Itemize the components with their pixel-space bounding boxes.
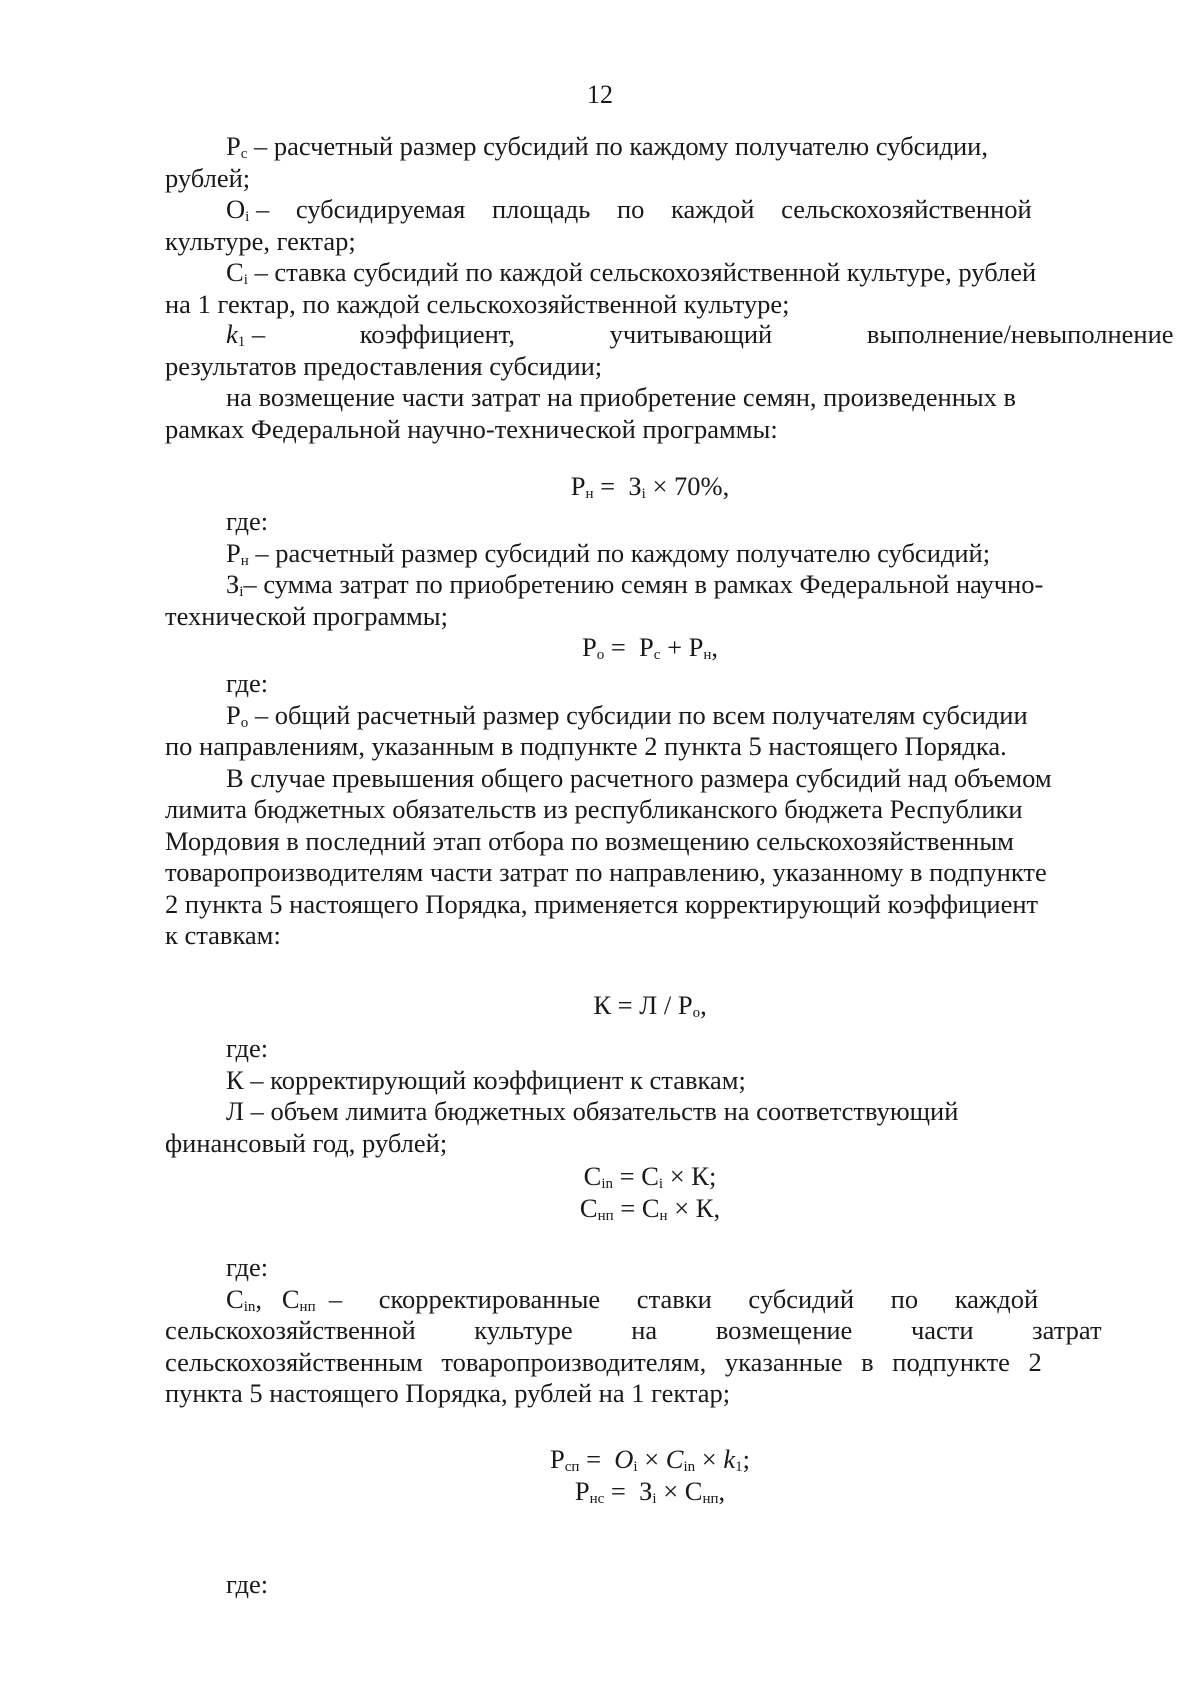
symbol-group: $С_{in}$, $С_{нп}$	[226, 1284, 316, 1315]
symbol-k-upper: К	[593, 990, 611, 1020]
where-label: где:	[226, 1033, 269, 1063]
subscript: i	[641, 486, 646, 502]
symbol-c: С	[665, 1444, 684, 1474]
subscript: нп	[597, 1208, 614, 1224]
symbol-p: Р	[570, 471, 586, 501]
text-line: по направлениям, указанным в подпункте 2 пункта 5 настоящего Порядка.	[165, 731, 1007, 761]
formula-psp: $Р_{сп} = О_i \times С_{in} \times k_1$;	[550, 1444, 750, 1475]
symbol-c: С	[641, 1161, 659, 1191]
text-line: на 1 гектар, по каждой сельскохозяйственной культуре;	[165, 289, 790, 319]
subscript: н	[703, 647, 712, 663]
text-line: товаропроизводителям части затрат по направлению, указанному в подпункте	[165, 857, 1047, 887]
text-line: результатов предоставления субсидии;	[165, 351, 603, 381]
symbol-p: Р	[688, 632, 704, 662]
subscript: i	[658, 1176, 664, 1192]
subscript: нп	[299, 1299, 316, 1315]
formula-po: $Р_о = Р_с + Р_н$,	[581, 632, 719, 663]
formula-pns: $Р_{нс} = З_i \times С_{нп}$,	[574, 1476, 726, 1507]
text-line: сельскохозяйственным товаропроизводителям, указанные в подпункте 2	[165, 1347, 1042, 1377]
symbol-c: С	[684, 1476, 703, 1506]
definition-po	[226, 699, 1028, 731]
symbol-k-upper: К	[691, 1161, 709, 1191]
symbol-z: З	[226, 569, 240, 599]
text-line: рамках Федеральной научно-технической программы:	[165, 414, 778, 444]
formula-cnp: $С_{нп} = С_н \times К$,	[579, 1193, 721, 1224]
definition-pc	[226, 130, 1034, 162]
definition-text: – субсидируемая площадь по каждой сельскохозяйственной	[255, 194, 1032, 224]
formula-cin: $С_{in} = С_i \times К$;	[583, 1161, 717, 1192]
symbol-z: З	[628, 471, 642, 501]
definition-k1	[226, 318, 1174, 350]
definition-zi	[226, 568, 1043, 600]
where-label: где:	[226, 1569, 269, 1599]
formula-tail: ;	[708, 1161, 717, 1191]
definition-k: К – корректирующий коэффициент к ставкам;	[226, 1065, 746, 1095]
symbol-z: З	[639, 1476, 653, 1506]
where-label: где:	[226, 668, 269, 698]
text-line: пункта 5 настоящего Порядка, рублей на 1 гектар;	[165, 1378, 731, 1408]
definition-pn	[226, 537, 990, 569]
where-label: где:	[226, 1252, 269, 1282]
symbol-c: С	[583, 1161, 602, 1191]
definition-text: – общий расчетный размер субсидии по всем получателям субсидии	[254, 700, 1028, 730]
text-line: технической программы;	[165, 601, 448, 631]
text-line: к ставкам:	[165, 920, 281, 950]
definition-text: – коэффициент, учитывающий выполнение/невыполнение	[251, 319, 1174, 349]
subscript: 1	[735, 1459, 743, 1475]
definition-text: – ставка субсидий по каждой сельскохозяйственной культуре, рублей	[254, 257, 1037, 287]
subscript: с	[240, 146, 248, 162]
subscript: i	[239, 584, 244, 600]
subscript: сп	[564, 1459, 580, 1475]
symbol-l: Л	[639, 990, 658, 1020]
formula-tail: ,	[700, 990, 707, 1020]
text-line: Мордовия в последний этап отбора по возмещению сельскохозяйственным	[165, 826, 1014, 856]
subscript: in	[601, 1176, 614, 1192]
text-line: 2 пункта 5 настоящего Порядка, применяется корректирующий коэффициент	[165, 889, 1039, 919]
subscript: о	[596, 647, 605, 663]
text-line: сельскохозяйственной культуре на возмещение части затрат	[165, 1315, 1102, 1345]
symbol-c: С	[281, 1284, 300, 1314]
subscript: н	[240, 553, 249, 569]
symbol-p: Р	[581, 632, 597, 662]
symbol-k-upper: К	[695, 1193, 714, 1223]
formula-pn: $Р_н = З_i \times 70\%$,	[570, 471, 730, 502]
definition-l: Л – объем лимита бюджетных обязательств на соответствующий	[226, 1096, 959, 1126]
symbol-p: Р	[574, 1476, 590, 1506]
subscript: i	[652, 1491, 657, 1507]
text-line: на возмещение части затрат на приобретение семян, произведенных в	[226, 382, 1017, 412]
text-line: рублей;	[165, 163, 251, 193]
symbol-p: Р	[639, 632, 654, 662]
symbol-p: Р	[226, 131, 241, 161]
subscript: in	[243, 1299, 256, 1315]
subscript: нп	[702, 1491, 719, 1507]
definition-text: – скорректированные ставки субсидий по каждой	[328, 1284, 1039, 1314]
page-number: 12	[587, 80, 613, 109]
subscript: 1	[237, 334, 246, 350]
symbol-p: Р	[677, 990, 693, 1020]
definition-text: – сумма затрат по приобретению семян в рамках Федеральной научно-	[243, 569, 1044, 599]
where-label: где:	[226, 506, 269, 536]
formula-tail: ,	[711, 632, 719, 662]
subscript: н	[659, 1208, 668, 1224]
subscript: in	[683, 1459, 696, 1475]
subscript: о	[692, 1005, 701, 1021]
text-line: финансовый год, рублей;	[165, 1128, 448, 1158]
definition-ci	[226, 256, 1036, 288]
symbol-p: Р	[226, 700, 241, 730]
formula-tail: × 70%,	[645, 471, 730, 501]
symbol-c: С	[641, 1193, 660, 1223]
formula-k: $К = Л / Р_о$,	[593, 990, 707, 1021]
subscript: i	[243, 272, 248, 288]
formula-tail: ;	[742, 1444, 750, 1474]
symbol-k: k	[723, 1444, 736, 1474]
symbol-p: Р	[550, 1444, 565, 1474]
symbol-c: С	[226, 257, 244, 287]
definition-oi	[226, 193, 1034, 225]
symbol-o: О	[226, 194, 246, 224]
definition-text: – расчетный размер субсидий по каждому получателю субсидий;	[255, 538, 991, 568]
symbol-o: О	[614, 1444, 634, 1474]
subscript: i	[633, 1459, 638, 1475]
symbol-p: Р	[226, 538, 241, 568]
definition-text: – расчетный размер субсидий по каждому получателю субсидии,	[254, 131, 988, 161]
text-line: культуре, гектар;	[165, 226, 356, 256]
symbol-c: С	[226, 1284, 244, 1314]
subscript: с	[653, 647, 661, 663]
definition-cin-cnp	[226, 1283, 1039, 1315]
text-line: лимита бюджетных обязательств из республиканского бюджета Республики	[165, 794, 1023, 824]
subscript: i	[245, 209, 250, 225]
text-line: В случае превышения общего расчетного размера субсидий над объемом	[226, 763, 1052, 793]
symbol-k: k	[226, 319, 238, 349]
subscript: н	[585, 486, 594, 502]
formula-tail: ,	[713, 1193, 721, 1223]
subscript: нс	[589, 1491, 605, 1507]
formula-tail: ,	[718, 1476, 726, 1506]
symbol-c: С	[579, 1193, 598, 1223]
subscript: о	[240, 715, 249, 731]
